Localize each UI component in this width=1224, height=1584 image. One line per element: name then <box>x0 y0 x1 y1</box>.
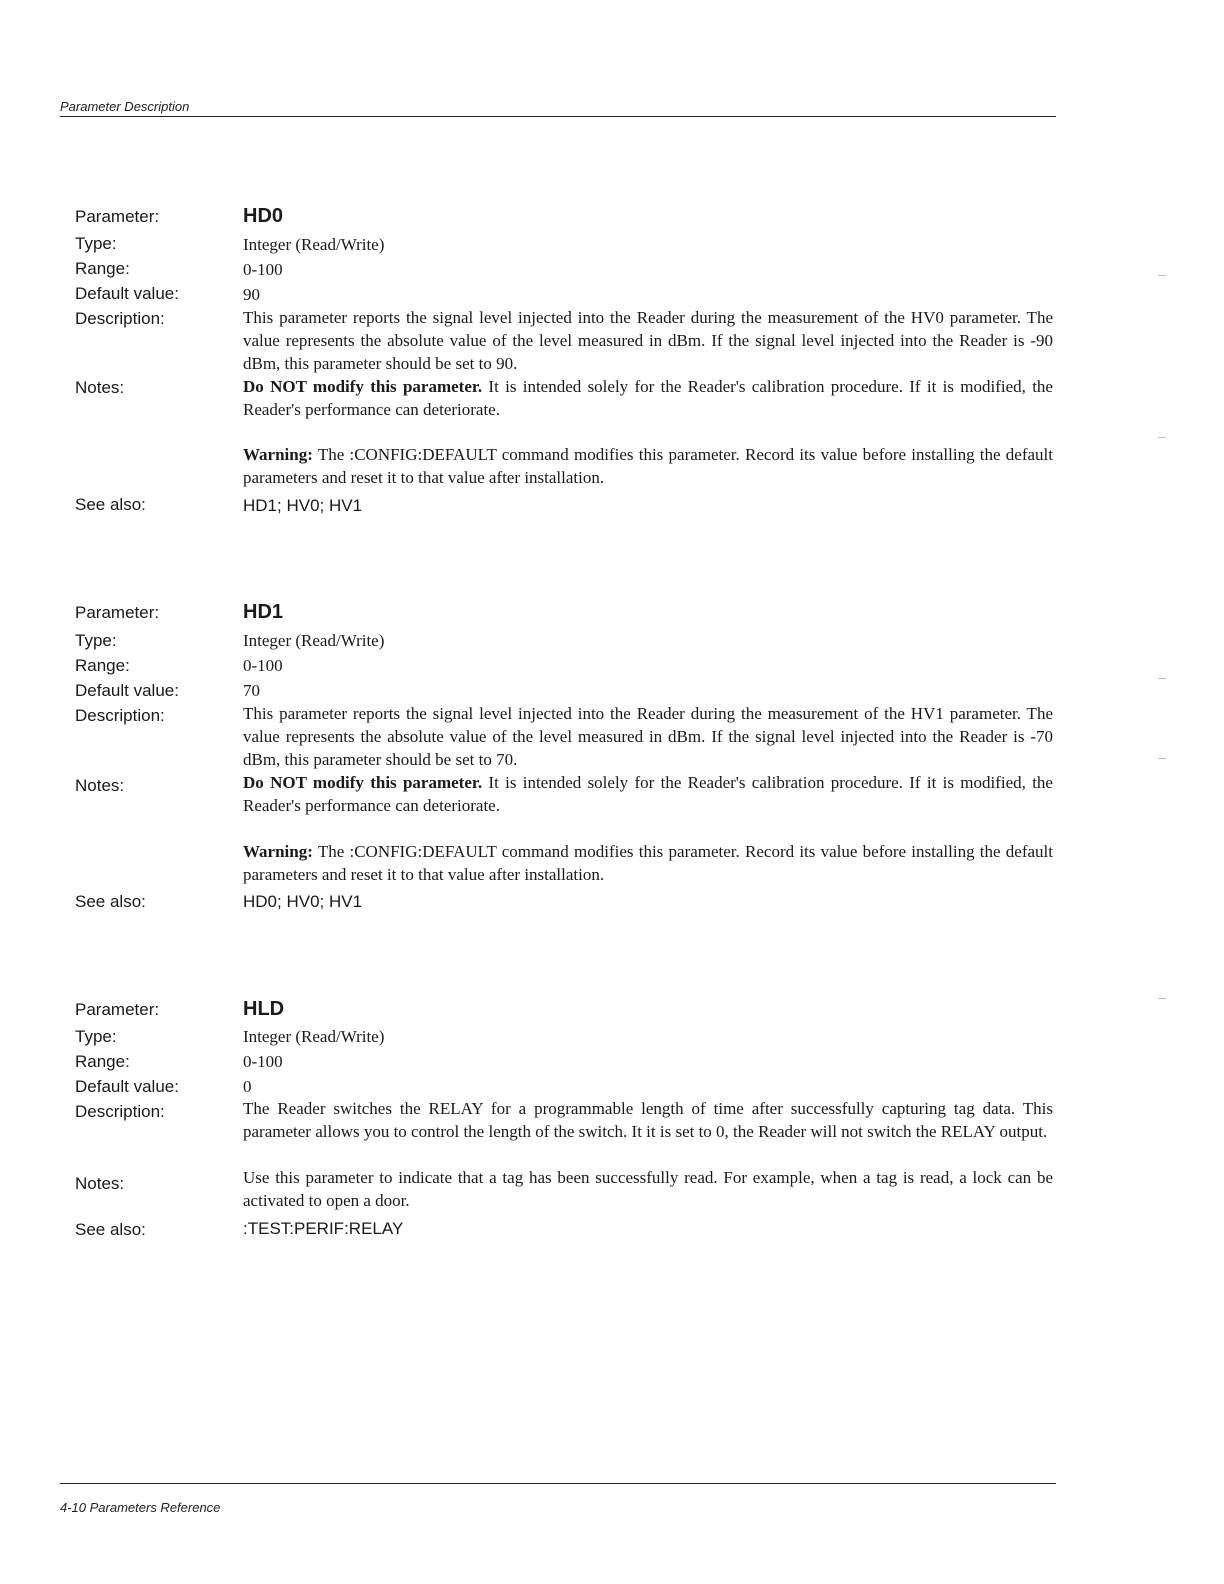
default-value: 0 <box>243 1077 252 1096</box>
label-notes: Notes: <box>75 1174 125 1193</box>
label-description: Description: <box>75 1102 165 1121</box>
parameter-name: HD0 <box>243 205 284 227</box>
label-notes: Notes: <box>75 776 125 795</box>
scan-mark <box>1158 437 1166 438</box>
warning-body: The :CONFIG:DEFAULT command modifies this parameter. Record its value before installing the default parameters and reset it to that value after installation. <box>243 445 1053 487</box>
notes-emphasis: Do NOT modify this parameter. <box>243 377 483 396</box>
default-value: 90 <box>243 285 260 304</box>
label-description: Description: <box>75 309 165 328</box>
default-value: 70 <box>243 681 260 700</box>
see-also-refs: :TEST:PERIF:RELAY <box>243 1219 404 1238</box>
parameter-name: HD1 <box>243 601 284 623</box>
type-value: Integer (Read/Write) <box>243 235 385 254</box>
label-notes: Notes: <box>75 378 125 397</box>
warning-text <box>243 443 1053 489</box>
page-footer: 4-10 Parameters Reference <box>60 1500 221 1515</box>
see-also-refs: HD1; HV0; HV1 <box>243 496 363 515</box>
label-type: Type: <box>75 631 117 650</box>
notes-body: It is intended solely for the Reader's calibration procedure. If it is modified, the Reader's performance can deteriorate. <box>243 377 1053 419</box>
running-header: Parameter Description <box>60 99 190 114</box>
see-also-refs: HD0; HV0; HV1 <box>243 892 363 911</box>
label-type: Type: <box>75 234 117 253</box>
footer-rule <box>60 1483 1056 1484</box>
warning-emphasis: Warning: <box>243 445 313 464</box>
scan-mark <box>1158 998 1166 999</box>
label-default: Default value: <box>75 284 179 303</box>
header-rule <box>60 116 1056 117</box>
description-text: This parameter reports the signal level injected into the Reader during the measurement of the HV1 parameter. The value represents the absolute value of the level measured in dBm. If the signal level injected into the Reader is -70 dBm, this parameter should be set to 70. <box>243 704 1053 769</box>
label-parameter: Parameter: <box>75 207 160 226</box>
description-text: This parameter reports the signal level injected into the Reader during the measurement of the HV0 parameter. The value represents the absolute value of the level measured in dBm. If the signal level injected into the Reader is -90 dBm, this parameter should be set to 90. <box>243 308 1053 373</box>
notes-text: Use this parameter to indicate that a tag has been successfully read. For example, when a tag is read, a lock can be activated to open a door. <box>243 1168 1053 1210</box>
label-range: Range: <box>75 259 130 278</box>
type-value: Integer (Read/Write) <box>243 631 385 650</box>
description-text: The Reader switches the RELAY for a programmable length of time after successfully capturing tag data. This parameter allows you to control the length of the switch. It it is set to 0, the Reader will not switch the RELAY output. <box>243 1099 1053 1141</box>
label-see-also: See also: <box>75 892 146 911</box>
label-range: Range: <box>75 1052 130 1071</box>
type-value: Integer (Read/Write) <box>243 1027 385 1046</box>
scan-mark <box>1158 275 1166 276</box>
warning-text <box>243 840 1053 886</box>
label-range: Range: <box>75 656 130 675</box>
parameter-name: HLD <box>243 998 285 1020</box>
warning-body: The :CONFIG:DEFAULT command modifies this parameter. Record its value before installing the default parameters and reset it to that value after installation. <box>243 842 1053 884</box>
scan-mark <box>1158 678 1166 679</box>
label-default: Default value: <box>75 1077 179 1096</box>
label-parameter: Parameter: <box>75 1000 160 1019</box>
label-type: Type: <box>75 1027 117 1046</box>
notes-text <box>243 771 1053 817</box>
label-see-also: See also: <box>75 1220 146 1239</box>
range-value: 0-100 <box>243 1052 283 1071</box>
notes-body: It is intended solely for the Reader's calibration procedure. If it is modified, the Reader's performance can deteriorate. <box>243 773 1053 815</box>
range-value: 0-100 <box>243 260 283 279</box>
label-parameter: Parameter: <box>75 603 160 622</box>
label-see-also: See also: <box>75 495 146 514</box>
notes-emphasis: Do NOT modify this parameter. <box>243 773 483 792</box>
scan-mark <box>1158 758 1166 759</box>
warning-emphasis: Warning: <box>243 842 313 861</box>
label-default: Default value: <box>75 681 179 700</box>
notes-text <box>243 375 1053 421</box>
range-value: 0-100 <box>243 656 283 675</box>
label-description: Description: <box>75 706 165 725</box>
